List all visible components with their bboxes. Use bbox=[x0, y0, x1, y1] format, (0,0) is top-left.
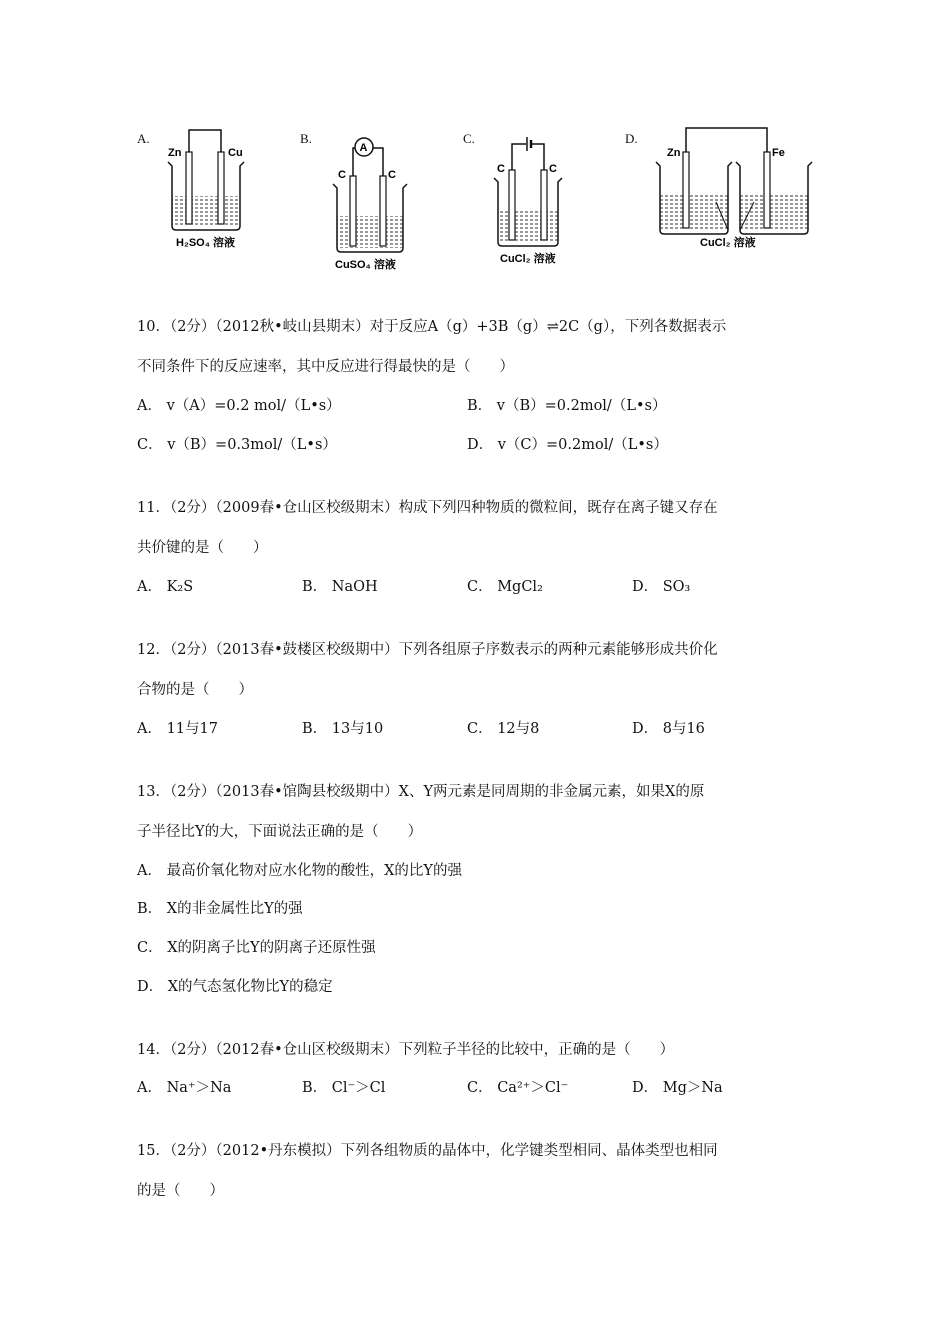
option-label-d: D. bbox=[625, 131, 638, 146]
question-10-option-c: C． v（B）=0.3mol/（L•s） bbox=[137, 437, 337, 453]
option-label-b: B. bbox=[300, 131, 312, 146]
galvanic-cell-diagram-b bbox=[325, 130, 425, 275]
question-10-option-d: D． v（C）=0.2mol/（L•s） bbox=[467, 437, 668, 453]
question-11-option-b: B． NaOH bbox=[302, 579, 378, 595]
question-10-option-b: B． v（B）=0.2mol/（L•s） bbox=[467, 398, 667, 414]
solution-label: CuSO₄ 溶液 bbox=[335, 259, 396, 271]
solution-label: H₂SO₄ 溶液 bbox=[176, 237, 236, 249]
option-label-c: C. bbox=[463, 131, 475, 146]
electrode-label-c-right: C bbox=[388, 169, 396, 181]
electrode-label-zn: Zn bbox=[667, 147, 681, 159]
question-11-option-d: D． SO₃ bbox=[632, 579, 691, 595]
question-13-stem-line1: 13．（2分）（2013春•馆陶县校级期中）X、Y两元素是同周期的非金属元素，如果X的原 bbox=[137, 784, 705, 800]
option-label-a: A. bbox=[137, 131, 150, 146]
question-14-option-c: C． Ca²⁺＞Cl⁻ bbox=[467, 1080, 569, 1096]
question-14-option-d: D． Mg＞Na bbox=[632, 1080, 723, 1096]
question-15-stem-line2: 的是（ ） bbox=[137, 1183, 224, 1199]
galvanic-cell-diagram-d bbox=[650, 122, 830, 252]
electrode-label-fe: Fe bbox=[772, 147, 785, 159]
question-10-stem-line1: 10．（2分）（2012秋•岐山县期末）对于反应A（g）+3B（g）⇌2C（g），下列各数据表示 bbox=[137, 319, 727, 335]
question-13-option-b: B． X的非金属性比Y的强 bbox=[137, 901, 303, 917]
solution-label: CuCl₂ 溶液 bbox=[700, 237, 756, 249]
question-11-stem-line1: 11．（2分）（2009春•仓山区校级期末）构成下列四种物质的微粒间，既存在离子键又存在 bbox=[137, 500, 718, 516]
electrode-label-c-right: C bbox=[549, 163, 557, 175]
question-13-option-a: A． 最高价氧化物对应水化物的酸性，X的比Y的强 bbox=[137, 863, 462, 879]
question-13-option-d: D． X的气态氢化物比Y的稳定 bbox=[137, 979, 333, 995]
question-12-option-b: B． 13与10 bbox=[302, 721, 384, 737]
solution-label: CuCl₂ 溶液 bbox=[500, 253, 556, 265]
electrode-label-c-left: C bbox=[497, 163, 505, 175]
question-12-stem-line1: 12．（2分）（2013春•鼓楼区校级期中）下列各组原子序数表示的两种元素能够形成共价化 bbox=[137, 642, 718, 658]
question-14-option-a: A． Na⁺＞Na bbox=[137, 1080, 232, 1096]
question-12-stem-line2: 合物的是（ ） bbox=[137, 682, 253, 698]
question-14-stem-line1: 14．（2分）（2012春•仓山区校级期末）下列粒子半径的比较中，正确的是（ ） bbox=[137, 1042, 675, 1058]
question-10-stem-line2: 不同条件下的反应速率，其中反应进行得最快的是（ ） bbox=[137, 359, 514, 375]
question-12-option-d: D． 8与16 bbox=[632, 721, 705, 737]
electrode-label-zn: Zn bbox=[168, 147, 182, 159]
electrolytic-cell-diagram-c bbox=[490, 130, 590, 270]
question-11-option-a: A． K₂S bbox=[137, 579, 194, 595]
question-13-option-c: C． X的阴离子比Y的阴离子还原性强 bbox=[137, 940, 376, 956]
question-13-stem-line2: 子半径比Y的大，下面说法正确的是（ ） bbox=[137, 824, 423, 840]
question-10-option-a: A． v（A）=0.2 mol/（L•s） bbox=[137, 398, 341, 414]
question-14-option-b: B． Cl⁻＞Cl bbox=[302, 1080, 386, 1096]
electrode-label-c-left: C bbox=[338, 169, 346, 181]
electrode-label-cu: Cu bbox=[228, 147, 243, 159]
question-11-option-c: C． MgCl₂ bbox=[467, 579, 543, 595]
question-15-stem-line1: 15．（2分）（2012•丹东模拟）下列各组物质的晶体中，化学键类型相同、晶体类型也相同 bbox=[137, 1143, 718, 1159]
question-11-stem-line2: 共价键的是（ ） bbox=[137, 540, 268, 556]
question-12-option-a: A． 11与17 bbox=[137, 721, 218, 737]
ammeter-label: A bbox=[359, 142, 368, 154]
question-12-option-c: C． 12与8 bbox=[467, 721, 540, 737]
galvanic-cell-diagram-a bbox=[160, 122, 260, 252]
